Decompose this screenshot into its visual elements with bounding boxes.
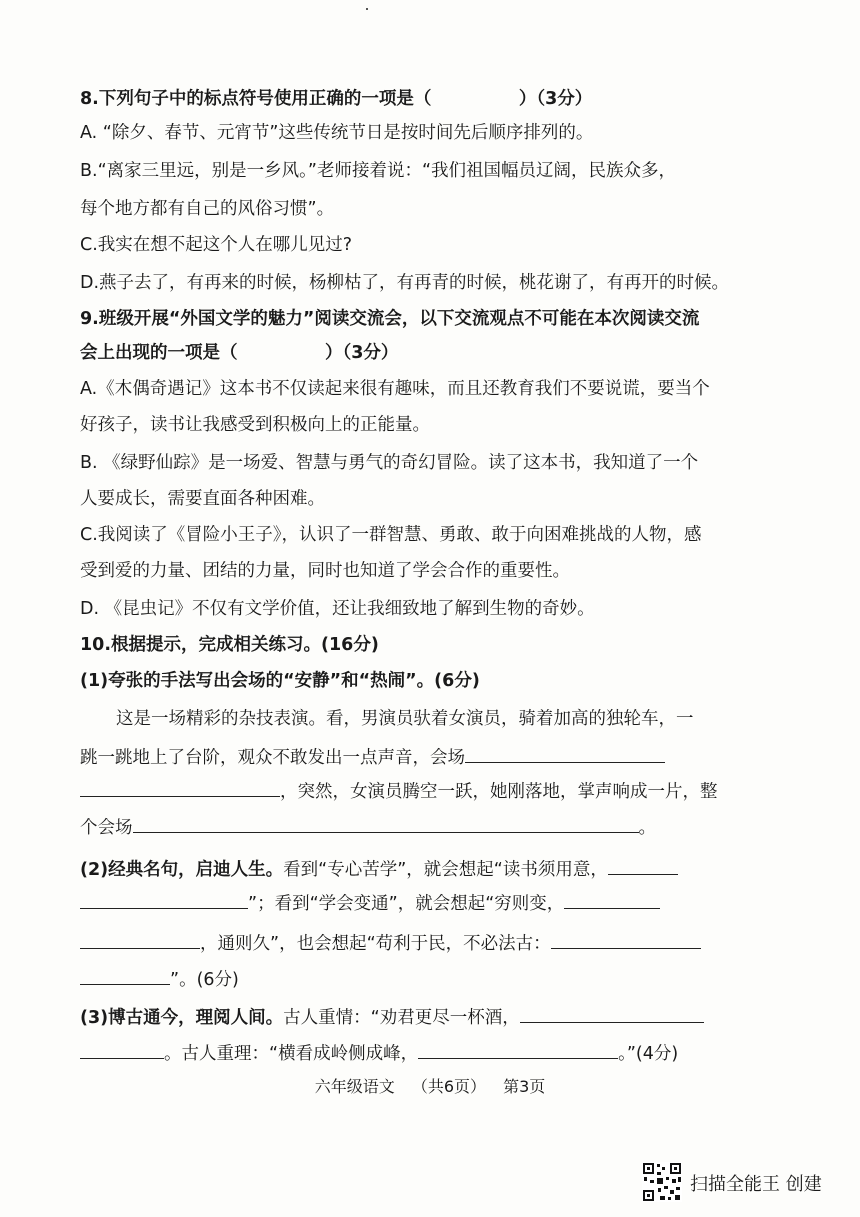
answer-blank-change-cont[interactable] [80, 930, 200, 949]
passage-text: 。 [638, 818, 656, 838]
passage-text: 个会场 [80, 818, 133, 838]
q8-option-a: A. “除夕、春节、元宵节”这些传统节日是按时间先后顺序排列的。 [80, 123, 594, 143]
passage-text: 。古人重理：“横看成岭侧成峰， [164, 1044, 419, 1064]
answer-blank-quiet-cont[interactable] [80, 778, 280, 797]
answer-blank-law[interactable] [551, 930, 701, 949]
passage-text: 跳一跳地上了台阶，观众不敢发出一点声音，会场 [80, 748, 465, 768]
answer-blank-lively[interactable] [133, 814, 639, 833]
q9-title-line2: 会上出现的一项是（ ）（3分） [80, 343, 399, 363]
q8-option-b-line1: B.“离家三里远，别是一乡风。”老师接着说：“我们祖国幅员辽阔，民族众多， [80, 161, 677, 181]
passage-text: ”。(6分) [170, 970, 239, 990]
answer-blank-quiet[interactable] [465, 744, 665, 763]
q10-part1-passage-line1: 这是一场精彩的杂技表演。看，男演员驮着女演员，骑着加高的独轮车，一 [116, 709, 694, 729]
q9-option-b-line2: 人要成长，需要直面各种困难。 [80, 489, 325, 509]
q10-part2-title: (2)经典名句，启迪人生。 [80, 860, 284, 880]
q10-part3-line2 [80, 1040, 678, 1067]
footer-page-number: 第3页 [503, 1077, 546, 1096]
answer-blank-change[interactable] [564, 890, 660, 909]
q9-title-line1: 9.班级开展“外国文学的魅力”阅读交流会，以下交流观点不可能在本次阅读交流 [80, 309, 700, 329]
footer-subject: 六年级语文 [314, 1077, 395, 1096]
passage-text: 。”(4分) [618, 1044, 679, 1064]
q10-part2-line1 [80, 856, 678, 883]
q10-part2-line3 [80, 930, 701, 957]
footer-total-pages: （共6页） [411, 1077, 486, 1096]
page-footer [0, 1074, 860, 1097]
q8-option-c: C.我实在想不起这个人在哪儿见过? [80, 235, 353, 255]
q9-option-a-line2: 好孩子，读书让我感受到积极向上的正能量。 [80, 415, 430, 435]
q10-part1-passage-line2 [80, 744, 665, 771]
scan-speck [366, 8, 368, 10]
q10-part3-line1 [80, 1004, 704, 1031]
q8-option-d: D.燕子去了，有再来的时候，杨柳枯了，有再青的时候，桃花谢了，有再开的时候。 [80, 273, 730, 293]
q10-part1-passage-line4 [80, 814, 656, 841]
q10-part2-line2 [80, 890, 660, 917]
q10-part3-title: (3)博古通今，理阅人间。 [80, 1008, 284, 1028]
passage-text: ，突然，女演员腾空一跃，她刚落地，掌声响成一片，整 [280, 782, 718, 802]
passage-text: ”；看到“学会变通”，就会想起“穷则变， [248, 894, 565, 914]
q9-option-c-line1: C.我阅读了《冒险小王子》，认识了一群智慧、勇敢、敢于向困难挑战的人物，感 [80, 525, 702, 545]
q10-part2-line4 [80, 966, 239, 993]
q9-option-a-line1: A.《木偶奇遇记》这本书不仅读起来很有趣味，而且还教育我们不要说谎，要当个 [80, 379, 710, 399]
q9-option-d: D. 《昆虫记》不仅有文学价值，还让我细致地了解到生物的奇妙。 [80, 599, 595, 619]
passage-text: 古人重情：“劝君更尽一杯酒， [283, 1008, 520, 1028]
q9-option-c-line2: 受到爱的力量、团结的力量，同时也知道了学会合作的重要性。 [80, 561, 570, 581]
q10-title: 10.根据提示，完成相关练习。(16分) [80, 635, 379, 655]
q8-option-b-line2: 每个地方都有自己的风俗习惯”。 [80, 199, 335, 219]
qr-code-icon [642, 1162, 682, 1202]
q9-option-b-line1: B. 《绿野仙踪》是一场爱、智慧与勇气的奇幻冒险。读了这本书，我知道了一个 [80, 453, 699, 473]
q8-title: 8.下列句子中的标点符号使用正确的一项是（ ）（3分） [80, 89, 593, 109]
passage-text: 看到“专心苦学”，就会想起“读书须用意， [283, 860, 608, 880]
answer-blank-reading[interactable] [608, 856, 678, 875]
scanner-watermark-label: 扫描全能王 创建 [690, 1174, 822, 1195]
answer-blank-mountain[interactable] [418, 1040, 618, 1059]
answer-blank-law-cont[interactable] [80, 966, 170, 985]
answer-blank-wine[interactable] [520, 1004, 704, 1023]
q10-part1-title: (1)夸张的手法写出会场的“安静”和“热闹”。(6分) [80, 671, 480, 691]
answer-blank-wine-cont[interactable] [80, 1040, 164, 1059]
answer-blank-reading-cont[interactable] [80, 890, 248, 909]
q10-part1-passage-line3 [80, 778, 718, 805]
passage-text: ，通则久”，也会想起“苟利于民，不必法古： [200, 934, 551, 954]
